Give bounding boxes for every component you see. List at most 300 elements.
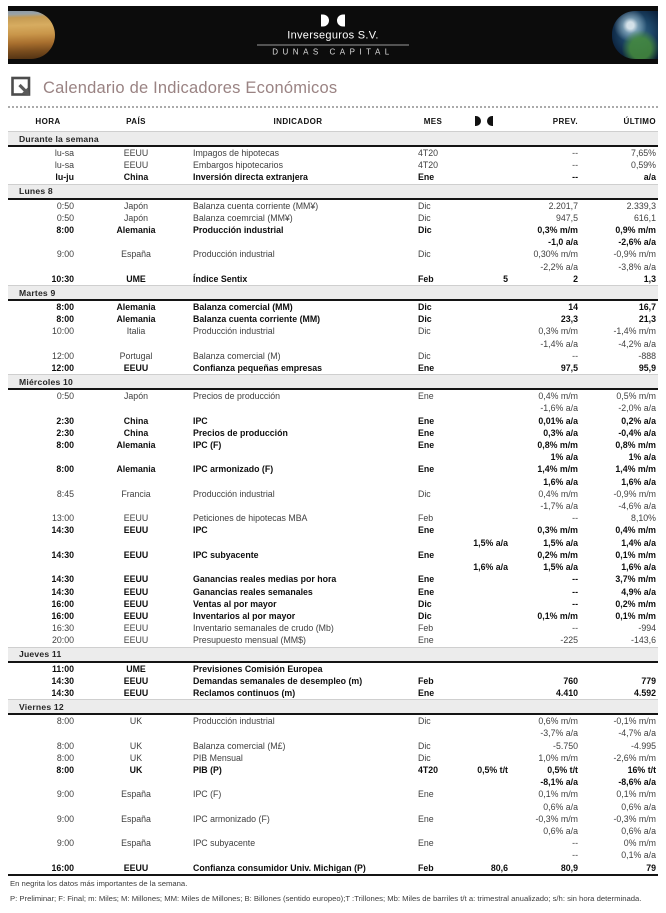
table-row bbox=[8, 159, 658, 171]
cell-pais: España bbox=[121, 249, 151, 260]
cell-indicador: Previsiones Comisión Europea bbox=[193, 663, 323, 674]
cell-indicador bbox=[184, 338, 412, 350]
cell-pais: Alemania bbox=[116, 440, 156, 451]
cell-dunas-forecast bbox=[454, 236, 514, 248]
cell-hora bbox=[8, 776, 88, 788]
cell-pais: EEUU bbox=[123, 525, 149, 536]
brand-divider bbox=[257, 45, 409, 46]
cell-pais: UME bbox=[126, 273, 146, 284]
cell-dunas-forecast bbox=[454, 350, 514, 362]
cell-mes bbox=[412, 801, 454, 813]
cell-mes bbox=[412, 561, 454, 573]
cell-mes bbox=[412, 849, 454, 861]
cell-hora: 8:00 bbox=[56, 302, 74, 313]
cell-hora: 8:00 bbox=[56, 764, 74, 775]
cell-prev: -- bbox=[572, 574, 578, 585]
cell-mes: Ene bbox=[418, 838, 434, 849]
cell-pais bbox=[88, 236, 184, 248]
cell-hora: 14:30 bbox=[51, 586, 74, 597]
table-row bbox=[8, 634, 658, 646]
cell-indicador: Balanza cuenta corriente (MM¥) bbox=[193, 200, 319, 211]
cell-pais bbox=[88, 338, 184, 350]
cell-prev: -8,1% a/a bbox=[540, 777, 578, 788]
cell-ultimo: 0,4% m/m bbox=[615, 525, 656, 536]
table-row bbox=[8, 463, 658, 475]
cell-prev: 80,9 bbox=[560, 862, 578, 873]
table-row bbox=[8, 663, 658, 675]
cell-ultimo: 21,3 bbox=[638, 314, 656, 325]
cell-hora: 8:00 bbox=[56, 752, 74, 763]
cell-ultimo: 1,4% a/a bbox=[621, 537, 656, 548]
cell-dunas-forecast bbox=[454, 488, 514, 500]
cell-indicador bbox=[184, 476, 412, 488]
cell-ultimo: 0,1% m/m bbox=[616, 789, 656, 800]
table-row bbox=[8, 415, 658, 427]
table-row bbox=[8, 837, 658, 849]
cell-ultimo: -888 bbox=[638, 350, 656, 361]
cell-pais bbox=[88, 451, 184, 463]
cell-dunas-forecast bbox=[454, 776, 514, 788]
cell-dunas-forecast bbox=[454, 200, 514, 212]
cell-prev: -1,7% a/a bbox=[540, 501, 578, 512]
cell-mes: Ene bbox=[418, 440, 435, 451]
cell-ultimo: 95,9 bbox=[638, 363, 656, 374]
cell-ultimo: -143,6 bbox=[631, 635, 656, 646]
cell-pais: Alemania bbox=[116, 464, 156, 475]
cell-prev: -- bbox=[572, 148, 578, 158]
cell-indicador: Producción industrial bbox=[193, 716, 275, 727]
cell-indicador: Peticiones de hipotecas MBA bbox=[193, 513, 308, 524]
cell-hora: 10:30 bbox=[51, 273, 74, 284]
cell-indicador: IPC subyacente bbox=[193, 549, 259, 560]
cell-mes: Ene bbox=[418, 415, 435, 426]
table-row bbox=[8, 200, 658, 212]
cell-indicador: Precios de producción bbox=[193, 391, 281, 402]
cell-ultimo: 3,7% m/m bbox=[615, 574, 656, 585]
cell-indicador: IPC (F) bbox=[193, 789, 222, 800]
footnote-legend: P: Preliminar; F: Final; m: Miles; M: Millones; MM: Miles de Millones; B: Billones (sentido europeo);T :Trillones; Mb: Miles de barriles t/t a: trimestral anualizado; s/h: sin hora determinada. bbox=[10, 894, 642, 904]
table-row bbox=[8, 224, 658, 236]
cell-hora: 0:50 bbox=[56, 391, 74, 402]
cell-dunas-forecast bbox=[454, 825, 514, 837]
cell-hora: 9:00 bbox=[56, 789, 74, 800]
table-row bbox=[8, 301, 658, 313]
cell-indicador: IPC bbox=[193, 415, 208, 426]
cell-mes: Feb bbox=[418, 675, 434, 686]
cell-ultimo: -3,8% a/a bbox=[618, 261, 656, 272]
cell-pais: China bbox=[123, 427, 149, 438]
cell-prev: 1,0% m/m bbox=[538, 752, 578, 763]
cell-hora: 8:00 bbox=[56, 716, 74, 727]
cell-pais bbox=[88, 727, 184, 739]
cell-hora: 16:00 bbox=[51, 862, 74, 873]
cell-ultimo: -994 bbox=[638, 623, 656, 634]
earth-photo bbox=[612, 11, 658, 59]
table-row bbox=[8, 236, 658, 248]
cell-mes: Dic bbox=[418, 225, 432, 236]
cell-mes: Ene bbox=[418, 574, 435, 585]
cell-ultimo: 0,2% m/m bbox=[615, 598, 656, 609]
indicator-table-body bbox=[8, 131, 658, 874]
cell-prev: 14 bbox=[568, 302, 578, 313]
table-row bbox=[8, 212, 658, 224]
cell-prev: -1,0 a/a bbox=[548, 237, 578, 248]
cell-pais bbox=[88, 476, 184, 488]
cell-hora: 9:00 bbox=[56, 249, 74, 260]
cell-hora: 14:30 bbox=[51, 574, 74, 585]
cell-dunas-forecast bbox=[454, 573, 514, 585]
table-row bbox=[8, 586, 658, 598]
cell-indicador bbox=[184, 776, 412, 788]
cell-mes: 4T20 bbox=[418, 764, 439, 775]
cell-dunas-forecast bbox=[454, 586, 514, 598]
cell-pais: Francia bbox=[121, 488, 151, 499]
cell-pais bbox=[88, 801, 184, 813]
cell-hora: 14:30 bbox=[51, 549, 74, 560]
cell-indicador: Producción industrial bbox=[193, 225, 284, 236]
cell-indicador: Inversión directa extranjera bbox=[193, 172, 308, 183]
cell-ultimo: -2,6% a/a bbox=[618, 237, 656, 248]
cell-ultimo: 4.592 bbox=[633, 687, 656, 698]
table-row bbox=[8, 488, 658, 500]
cell-indicador: Inventario semanales de crudo (Mb) bbox=[193, 623, 334, 634]
cell-dunas-forecast bbox=[454, 727, 514, 739]
cell-prev: 1,5% a/a bbox=[543, 537, 578, 548]
cell-hora: 8:00 bbox=[56, 225, 74, 236]
cell-ultimo: 0,59% bbox=[631, 160, 656, 171]
section-header: Durante la semana bbox=[8, 131, 658, 147]
cell-indicador: Balanza comercial (M£) bbox=[193, 740, 286, 751]
cell-indicador bbox=[184, 561, 412, 573]
cell-hora: 0:50 bbox=[56, 212, 74, 223]
table-row bbox=[8, 390, 658, 402]
cell-mes: Dic bbox=[418, 716, 431, 727]
table-row bbox=[8, 524, 658, 536]
cell-dunas-forecast bbox=[454, 439, 514, 451]
cell-ultimo bbox=[584, 663, 658, 675]
cell-dunas-forecast bbox=[454, 549, 514, 561]
cell-pais: Japón bbox=[124, 200, 148, 211]
cell-indicador: IPC bbox=[193, 525, 208, 536]
cell-mes: Dic bbox=[418, 752, 431, 763]
cell-ultimo: 0,6% a/a bbox=[621, 801, 656, 812]
cell-mes bbox=[412, 500, 454, 512]
col-header-indicador: INDICADOR bbox=[273, 116, 323, 126]
cell-dunas-forecast bbox=[454, 415, 514, 427]
table-row bbox=[8, 573, 658, 585]
cell-hora: 8:00 bbox=[56, 740, 74, 751]
table-row bbox=[8, 825, 658, 837]
cell-ultimo: 4,9% a/a bbox=[621, 586, 656, 597]
cell-ultimo: -1,4% m/m bbox=[613, 326, 656, 337]
cell-pais: EEUU bbox=[123, 549, 149, 560]
cell-pais: EEUU bbox=[123, 675, 149, 686]
cell-hora bbox=[8, 402, 88, 414]
cell-mes bbox=[412, 451, 454, 463]
cell-dunas-forecast bbox=[454, 338, 514, 350]
cell-pais: EEUU bbox=[123, 160, 149, 171]
cell-dunas-forecast bbox=[454, 476, 514, 488]
cell-indicador: Balanza cuenta corriente (MM) bbox=[193, 314, 321, 325]
cell-mes: Ene bbox=[418, 363, 435, 374]
cell-prev: 1,6% a/a bbox=[543, 476, 578, 487]
brand-logo bbox=[257, 14, 409, 57]
mark-d-icon bbox=[321, 14, 329, 26]
cell-dunas-forecast bbox=[454, 402, 514, 414]
cell-mes: Ene bbox=[418, 789, 434, 800]
cell-hora bbox=[8, 825, 88, 837]
cell-pais: Japón bbox=[124, 391, 148, 402]
cell-pais: Alemania bbox=[116, 314, 156, 325]
cell-dunas-forecast bbox=[454, 524, 514, 536]
cell-indicador bbox=[184, 236, 412, 248]
cell-ultimo: -0,9% m/m bbox=[613, 249, 656, 260]
cell-dunas-forecast bbox=[454, 634, 514, 646]
cell-prev: -2,2% a/a bbox=[540, 261, 578, 272]
table-row bbox=[8, 752, 658, 764]
cell-pais: China bbox=[123, 415, 149, 426]
cell-mes: Dic bbox=[418, 350, 431, 361]
brand-subtitle: DUNAS CAPITAL bbox=[272, 47, 394, 57]
cell-pais: España bbox=[121, 789, 151, 800]
cell-mes: Ene bbox=[418, 813, 434, 824]
table-row bbox=[8, 598, 658, 610]
cell-indicador bbox=[184, 451, 412, 463]
cell-ultimo: -0,9% m/m bbox=[613, 488, 656, 499]
cell-prev: -0,3% m/m bbox=[535, 813, 578, 824]
cell-pais bbox=[88, 849, 184, 861]
cell-mes: Dic bbox=[418, 598, 432, 609]
cell-hora bbox=[8, 537, 88, 549]
cell-hora bbox=[8, 236, 88, 248]
table-row bbox=[8, 862, 658, 874]
cell-dunas-forecast bbox=[454, 598, 514, 610]
cell-mes: Dic bbox=[418, 488, 431, 499]
cell-ultimo: 16% t/t bbox=[627, 764, 656, 775]
cell-pais: Portugal bbox=[119, 350, 153, 361]
col-header-ultimo: ÚLTIMO bbox=[623, 116, 656, 126]
cell-dunas-forecast bbox=[454, 171, 514, 183]
table-row bbox=[8, 427, 658, 439]
cell-pais: Italia bbox=[126, 326, 146, 337]
cell-ultimo: 1% a/a bbox=[628, 452, 656, 463]
cell-hora: 8:45 bbox=[56, 488, 74, 499]
cell-ultimo: 0,5% m/m bbox=[616, 391, 656, 402]
cell-prev: 0,1% m/m bbox=[538, 789, 578, 800]
cell-ultimo: -0,3% m/m bbox=[613, 813, 656, 824]
cell-prev: -1,6% a/a bbox=[540, 403, 578, 414]
cell-mes bbox=[412, 261, 454, 273]
cell-pais: EEUU bbox=[123, 513, 149, 524]
cell-mes bbox=[412, 338, 454, 350]
cell-dunas-forecast bbox=[454, 427, 514, 439]
cell-ultimo: -4,7% a/a bbox=[618, 728, 656, 739]
table-row bbox=[8, 350, 658, 362]
cell-dunas-forecast bbox=[454, 740, 514, 752]
cell-prev: 0,5% t/t bbox=[547, 764, 578, 775]
col-header-dunas-mark-icon bbox=[454, 116, 514, 126]
table-row bbox=[8, 147, 658, 159]
cell-prev: -- bbox=[572, 623, 578, 634]
cell-ultimo: 0,6% a/a bbox=[621, 825, 656, 836]
table-row bbox=[8, 171, 658, 183]
cell-dunas-forecast bbox=[454, 715, 514, 727]
cell-hora bbox=[8, 338, 88, 350]
cell-prev: 0,3% m/m bbox=[538, 326, 578, 337]
cell-dunas-forecast: 5 bbox=[503, 273, 508, 284]
cell-pais: EEUU bbox=[123, 586, 149, 597]
cell-indicador bbox=[184, 801, 412, 813]
table-row bbox=[8, 439, 658, 451]
cell-pais: Alemania bbox=[116, 302, 156, 313]
cell-indicador: Precios de producción bbox=[193, 427, 288, 438]
cell-hora: 16:00 bbox=[51, 610, 74, 621]
cell-indicador: Ganancias reales medias por hora bbox=[193, 574, 337, 585]
cell-mes: Dic bbox=[418, 610, 432, 621]
cell-hora bbox=[8, 801, 88, 813]
cell-mes: Feb bbox=[418, 623, 434, 634]
section-header: Miércoles 10 bbox=[8, 374, 658, 390]
cell-prev: 1% a/a bbox=[550, 452, 578, 463]
cell-indicador: Impagos de hipotecas bbox=[193, 148, 280, 158]
cell-hora bbox=[8, 261, 88, 273]
indicator-table bbox=[8, 108, 658, 876]
cell-indicador: Presupuesto mensual (MM$) bbox=[193, 635, 306, 646]
cell-pais: EEUU bbox=[123, 862, 149, 873]
cell-pais: UK bbox=[129, 716, 143, 727]
cell-ultimo: a/a bbox=[643, 172, 656, 183]
cell-prev: -5.750 bbox=[553, 740, 578, 751]
cell-pais: EEUU bbox=[123, 363, 149, 374]
cell-ultimo: 1,4% m/m bbox=[615, 464, 656, 475]
mark-c-icon bbox=[337, 14, 345, 26]
cell-ultimo: 0,1% m/m bbox=[615, 610, 656, 621]
col-header-mes: MES bbox=[423, 116, 443, 126]
table-row bbox=[8, 776, 658, 788]
cell-prev: 0,1% m/m bbox=[537, 610, 578, 621]
cell-dunas-forecast bbox=[454, 512, 514, 524]
cell-ultimo: 1,6% a/a bbox=[621, 476, 656, 487]
cell-pais: España bbox=[121, 813, 151, 824]
desert-photo bbox=[8, 11, 55, 59]
cell-mes: Ene bbox=[418, 525, 435, 536]
table-row bbox=[8, 788, 658, 800]
cell-mes: Dic bbox=[418, 212, 431, 223]
cell-hora: 8:00 bbox=[56, 314, 74, 325]
cell-dunas-forecast: 0,5% t/t bbox=[477, 764, 508, 775]
cell-pais: Japón bbox=[124, 212, 148, 223]
table-row bbox=[8, 715, 658, 727]
cell-indicador: Balanza comercial (M) bbox=[193, 350, 281, 361]
cell-mes bbox=[412, 402, 454, 414]
cell-prev: -3,7% a/a bbox=[540, 728, 578, 739]
cell-pais bbox=[88, 825, 184, 837]
cell-dunas-forecast bbox=[454, 813, 514, 825]
cell-ultimo: 16,7 bbox=[638, 302, 656, 313]
cell-ultimo: -0,4% a/a bbox=[618, 427, 656, 438]
table-row bbox=[8, 476, 658, 488]
cell-prev: 1,5% a/a bbox=[543, 562, 578, 573]
table-row bbox=[8, 273, 658, 285]
page-title-row bbox=[10, 76, 658, 100]
cell-mes: Dic bbox=[418, 740, 431, 751]
cell-indicador: Ganancias reales semanales bbox=[193, 586, 313, 597]
table-row bbox=[8, 313, 658, 325]
cell-mes: Ene bbox=[418, 549, 435, 560]
cell-dunas-forecast bbox=[454, 313, 514, 325]
cell-ultimo: 0,8% m/m bbox=[615, 440, 656, 451]
cell-mes: 4T20 bbox=[418, 160, 439, 171]
cell-mes: Ene bbox=[418, 172, 435, 183]
cell-prev: 0,3% a/a bbox=[543, 427, 578, 438]
cell-hora: 2:30 bbox=[56, 427, 74, 438]
cell-prev: 0,3% m/m bbox=[537, 225, 578, 236]
cell-dunas-forecast bbox=[454, 622, 514, 634]
section-header: Lunes 8 bbox=[8, 184, 658, 200]
cell-indicador: Producción industrial bbox=[193, 249, 275, 260]
cell-indicador: Reclamos continuos (m) bbox=[193, 687, 296, 698]
cell-prev: -- bbox=[572, 172, 578, 183]
cell-ultimo: 2.339,3 bbox=[626, 200, 656, 211]
cell-prev: -- bbox=[572, 350, 578, 361]
table-row bbox=[8, 610, 658, 622]
cell-pais: EEUU bbox=[123, 148, 149, 158]
cell-mes: Ene bbox=[418, 687, 435, 698]
cell-pais: EEUU bbox=[123, 687, 149, 698]
table-row bbox=[8, 849, 658, 861]
cell-hora: 8:00 bbox=[56, 440, 74, 451]
cell-dunas-forecast bbox=[454, 687, 514, 699]
cell-ultimo: -8,6% a/a bbox=[618, 777, 656, 788]
cell-mes bbox=[412, 663, 454, 675]
cell-pais bbox=[88, 261, 184, 273]
cell-indicador: Inventarios al por mayor bbox=[193, 610, 296, 621]
table-row bbox=[8, 727, 658, 739]
cell-indicador: Confianza consumidor Univ. Michigan (P) bbox=[193, 862, 366, 873]
cell-ultimo: -0,1% m/m bbox=[613, 716, 656, 727]
cell-indicador: Producción industrial bbox=[193, 326, 275, 337]
cell-prev: 0,8% m/m bbox=[537, 440, 578, 451]
cell-indicador: Confianza pequeñas empresas bbox=[193, 363, 323, 374]
cell-pais: EEUU bbox=[123, 574, 149, 585]
table-header-row bbox=[8, 108, 658, 131]
cell-hora: 14:30 bbox=[51, 687, 74, 698]
cell-dunas-forecast bbox=[454, 147, 514, 159]
cell-indicador: Balanza coemrcial (MM¥) bbox=[193, 212, 293, 223]
top-bar bbox=[8, 6, 658, 64]
table-row bbox=[8, 764, 658, 776]
cell-hora: 11:00 bbox=[51, 663, 74, 674]
cell-dunas-forecast bbox=[454, 837, 514, 849]
cell-mes: Dic bbox=[418, 314, 432, 325]
cell-ultimo: 779 bbox=[641, 675, 656, 686]
cell-indicador bbox=[184, 825, 412, 837]
footnotes bbox=[10, 879, 658, 905]
cell-hora: 9:00 bbox=[56, 813, 74, 824]
cell-prev: 0,30% m/m bbox=[533, 249, 578, 260]
cell-ultimo: -2,6% m/m bbox=[613, 752, 656, 763]
cell-indicador: PIB Mensual bbox=[193, 752, 243, 763]
cell-pais bbox=[88, 402, 184, 414]
calendar-export-icon bbox=[10, 76, 34, 100]
section-header: Viernes 12 bbox=[8, 699, 658, 715]
table-row bbox=[8, 813, 658, 825]
cell-hora: 16:00 bbox=[51, 598, 74, 609]
cell-mes: Ene bbox=[418, 586, 435, 597]
cell-prev: -- bbox=[572, 850, 578, 861]
cell-prev: 2.201,7 bbox=[548, 200, 578, 211]
cell-pais: EEUU bbox=[123, 598, 149, 609]
